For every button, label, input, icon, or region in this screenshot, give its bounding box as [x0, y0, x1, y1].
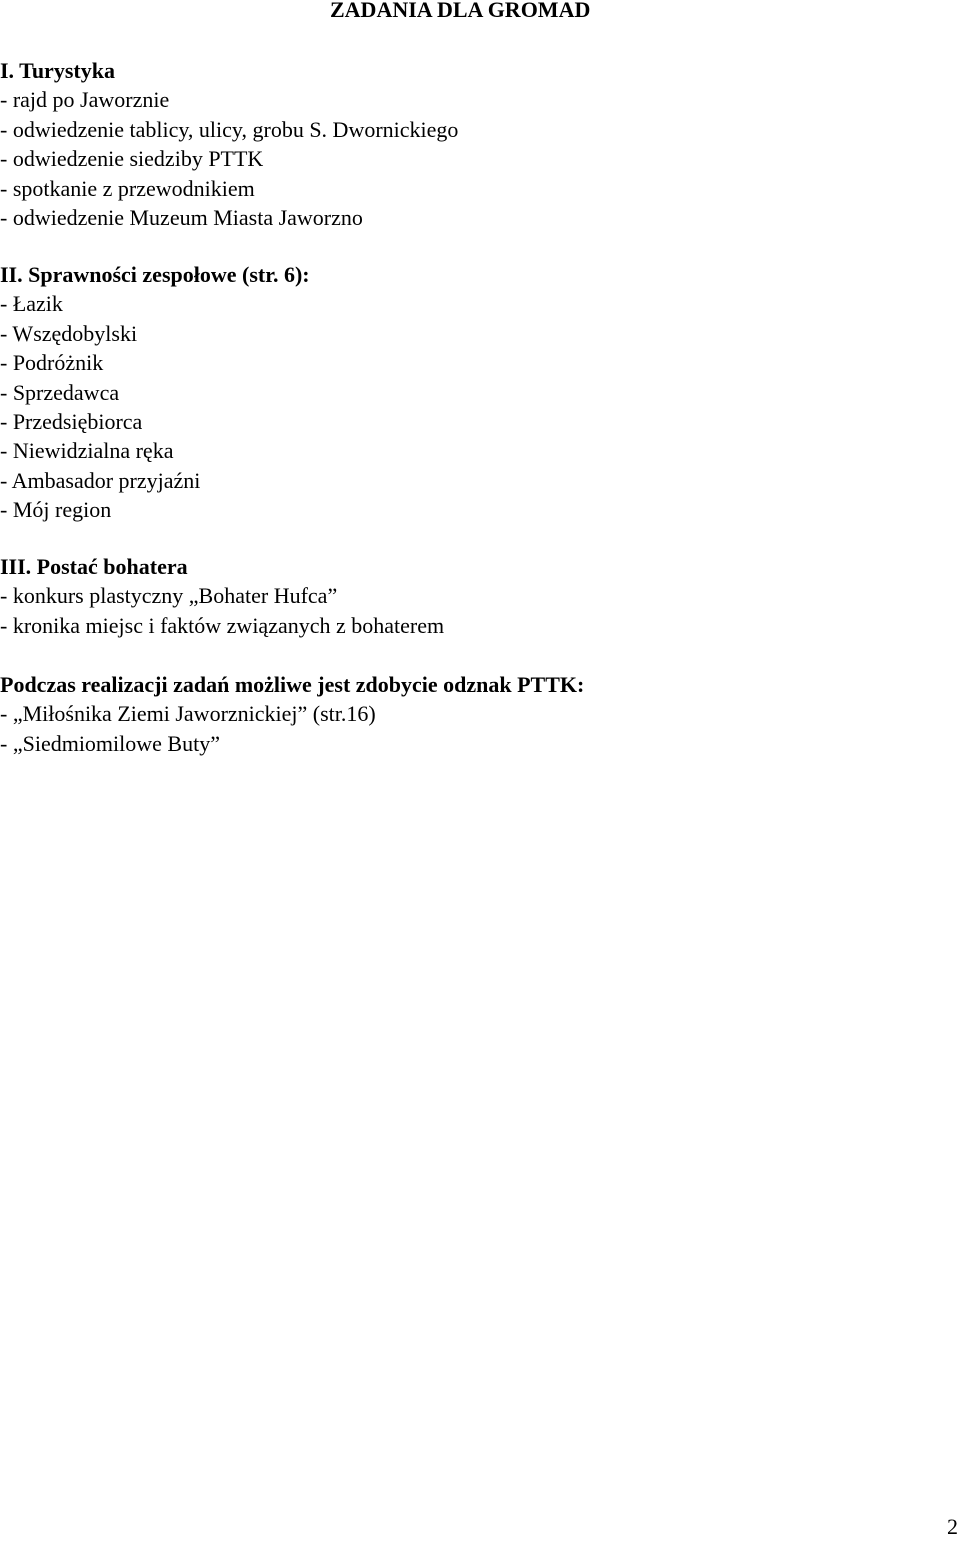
list-item: - rajd po Jaworznie — [0, 87, 170, 113]
section-sprawnosci — [0, 260, 310, 525]
section-heading: II. Sprawności zespołowe (str. 6): — [0, 262, 310, 287]
list-item: - Ambasador przyjaźni — [0, 467, 201, 493]
section-postac-bohatera — [0, 552, 444, 640]
list-item: - odwiedzenie siedziby PTTK — [0, 146, 264, 172]
list-item: - Mój region — [0, 497, 112, 523]
section-heading: I. Turystyka — [0, 58, 115, 83]
page-number: 2 — [947, 1514, 958, 1539]
list-item: - Niewidzialna ręka — [0, 438, 174, 464]
section-heading: Podczas realizacji zadań możliwe jest zdobycie odznak PTTK: — [0, 672, 585, 697]
list-item: - odwiedzenie tablicy, ulicy, grobu S. Dwornickiego — [0, 116, 459, 142]
list-item: - „Siedmiomilowe Buty” — [0, 730, 220, 756]
list-item: - spotkanie z przewodnikiem — [0, 175, 255, 201]
list-item: - Łazik — [0, 291, 63, 317]
section-turystyka — [0, 56, 458, 232]
section-heading: III. Postać bohatera — [0, 554, 188, 579]
document-title: ZADANIA DLA GROMAD — [330, 0, 591, 22]
list-item: - kronika miejsc i faktów związanych z bohaterem — [0, 612, 445, 638]
list-item: - odwiedzenie Muzeum Miasta Jaworzno — [0, 204, 363, 230]
section-odznaki — [0, 670, 584, 758]
list-item: - Wszędobylski — [0, 320, 138, 346]
list-item: - Podróżnik — [0, 350, 104, 376]
list-item: - Przedsiębiorca — [0, 408, 143, 434]
list-item: - „Miłośnika Ziemi Jaworznickiej” (str.16) — [0, 701, 376, 727]
list-item: - konkurs plastyczny „Bohater Hufca” — [0, 583, 338, 609]
list-item: - Sprzedawca — [0, 379, 120, 405]
